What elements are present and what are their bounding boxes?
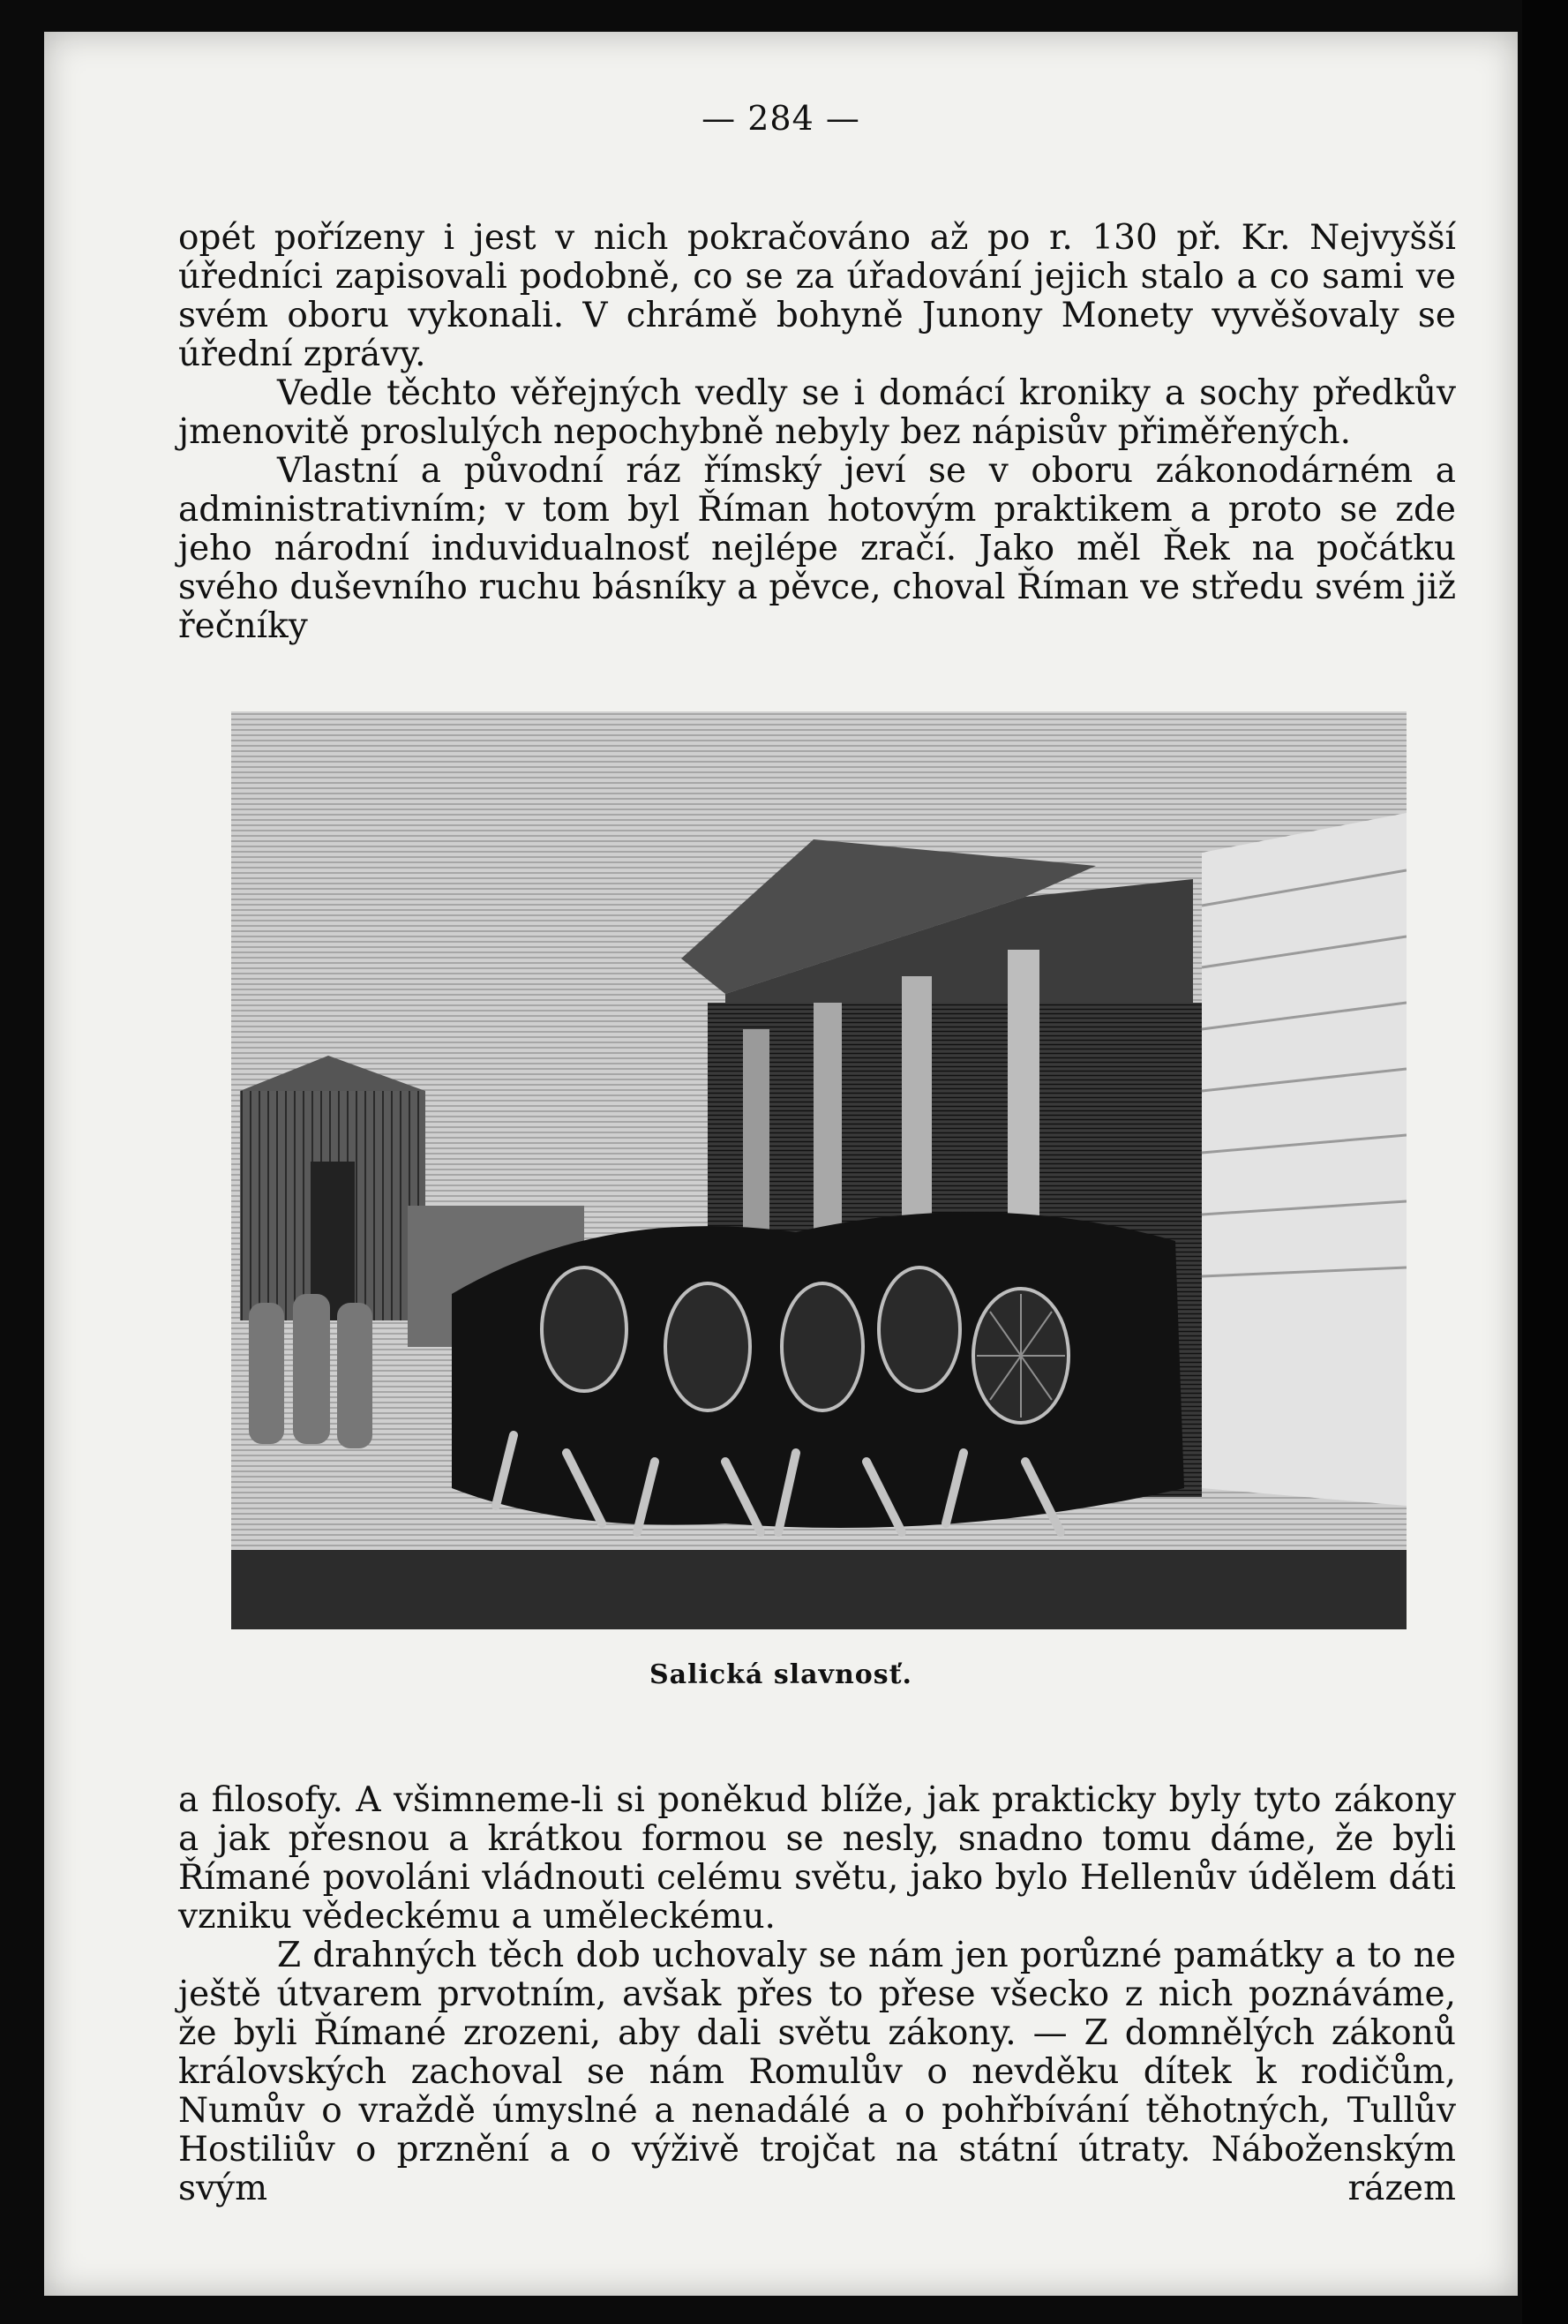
text-block-bottom <box>178 1781 1456 2208</box>
page-edge <box>1522 0 1568 2324</box>
page-number: — 284 — <box>701 99 860 138</box>
engraving-salian-procession <box>231 711 1407 1629</box>
text-block-top <box>178 219 1456 646</box>
figure-caption: Salická slavnosť. <box>649 1659 912 1690</box>
paragraph: Vedle těchto věřejných vedly se i domácí kroniky a sochy předkův jmenovitě proslulých nepochybně nebyly bez nápisův přiměřených. <box>178 373 1456 452</box>
paragraph: Vlastní a původní ráz římský jeví se v oboru zákonodárném a administrativním; v tom byl Říman hotovým praktikem a proto se zde jeho národní induvidualnosť nejlépe zračí. Jako měl Řek na počátku svého duševního ruchu básníky a pěvce, choval Říman ve středu svém již řečníky <box>178 451 1456 646</box>
engraving-illustration <box>231 711 1407 1629</box>
paragraph: a filosofy. A všimneme-li si poněkud blíže, jak prakticky byly tyto zákony a jak přesnou a krátkou formou se nesly, snadno tomu dáme, že byli Římané povoláni vládnouti celému světu, jako bylo Hellenův údělem dáti vzniku vědeckému a uměleckému. <box>178 1780 1456 1937</box>
paragraph: Z drahných těch dob uchovaly se nám jen porůzné památky a to ne ještě útvarem prvotním, avšak přes to přese všecko z nich poznáváme, že byli Římané zrozeni, aby dali světu zákony. — Z domnělých zákonů královských zachoval se nám Romulův o nevděku dítek k rodičům, Numův o vraždě úmyslné a nenadálé a o pohřbívání těhotných, Tullův Hostiliův o prznění a o výživě trojčat na státní útraty. Náboženským svým rázem <box>178 1936 1456 2208</box>
paragraph: opét pořízeny i jest v nich pokračováno až po r. 130 př. Kr. Nejvyšší úředníci zapisovali podobně, co se za úřadování jejich stalo a co sami ve svém oboru vykonali. V chrámě bohyně Junony Monety vyvěšovaly se úřední zprávy. <box>178 218 1456 374</box>
book-page <box>44 32 1518 2296</box>
